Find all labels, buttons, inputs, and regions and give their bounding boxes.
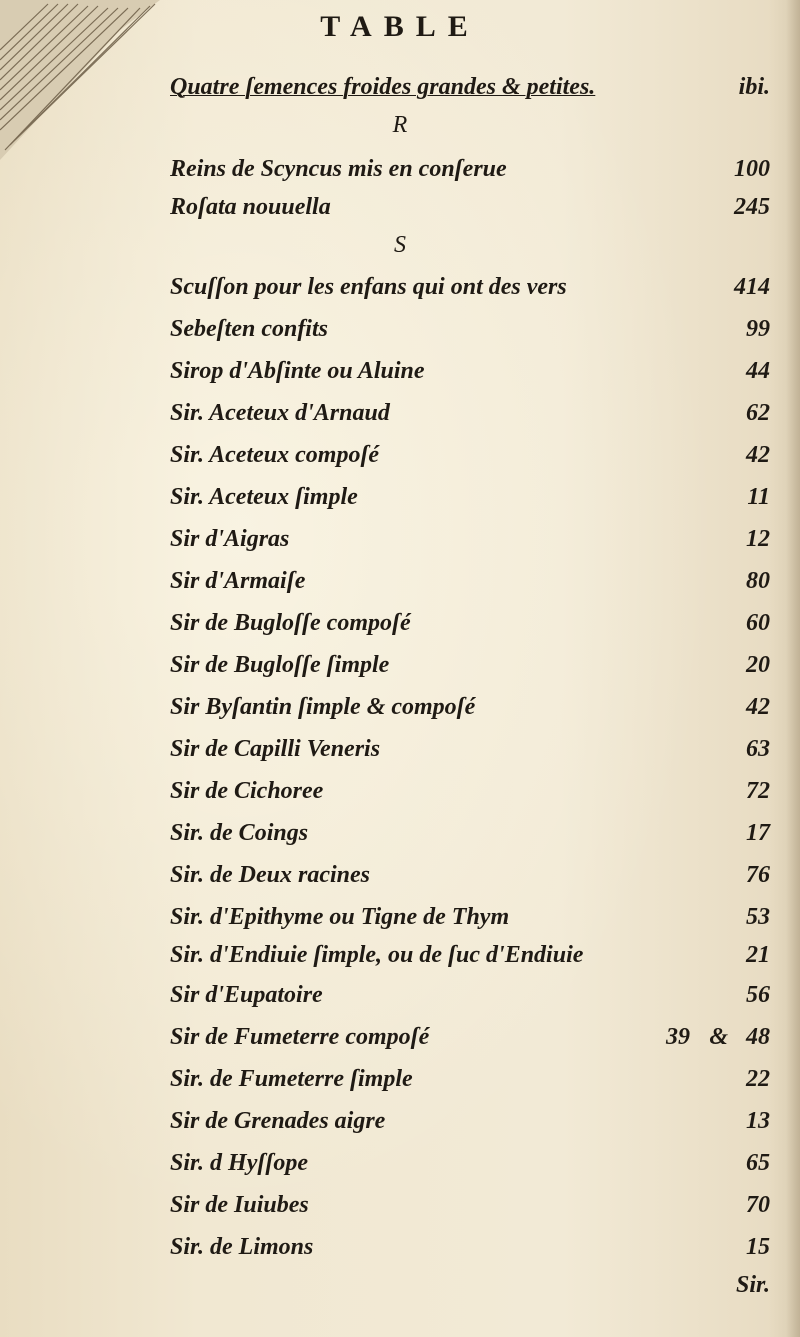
entry-page: 56 bbox=[746, 982, 770, 1008]
entry-text: Sir de Fumeterre compoſé bbox=[170, 1024, 430, 1050]
index-entry bbox=[0, 936, 800, 974]
section-letter-r: R bbox=[392, 112, 408, 138]
entry-text: Sir. de Limons bbox=[170, 1234, 314, 1260]
entry-page: 100 bbox=[734, 156, 770, 182]
entry-page: 62 bbox=[746, 400, 770, 426]
entry-text: Sir. d'Endiuie ſimple, ou de ſuc d'Endiuie bbox=[170, 942, 584, 968]
entry-text: Sir Byſantin ſimple & compoſé bbox=[170, 694, 476, 720]
index-entry bbox=[0, 1018, 800, 1056]
index-entry bbox=[0, 394, 800, 432]
entry-page: 53 bbox=[746, 904, 770, 930]
entry-page-conjunction: & bbox=[709, 1024, 728, 1050]
entry-text: Sir. d'Epithyme ou Tigne de Thym bbox=[170, 904, 510, 930]
entry-page: 70 bbox=[746, 1192, 770, 1218]
entry-text: Sir de Bugloſſe compoſé bbox=[170, 610, 411, 636]
entry-page: 44 bbox=[746, 358, 770, 384]
index-entry bbox=[0, 646, 800, 684]
entry-page: 11 bbox=[747, 484, 770, 510]
entry-page: 60 bbox=[746, 610, 770, 636]
index-entry bbox=[0, 976, 800, 1014]
entry-text: Sir de Iuiubes bbox=[170, 1192, 309, 1218]
index-entry bbox=[0, 188, 800, 226]
entry-page: ibi. bbox=[738, 74, 770, 100]
index-entry bbox=[0, 562, 800, 600]
index-entry bbox=[0, 310, 800, 348]
entry-page: 414 bbox=[734, 274, 770, 300]
index-entry bbox=[0, 436, 800, 474]
entry-text: Sir. de Fumeterre ſimple bbox=[170, 1066, 413, 1092]
index-entry bbox=[0, 1060, 800, 1098]
entry-text: Sir. Aceteux d'Arnaud bbox=[170, 400, 390, 426]
entry-text: Sir d'Armaiſe bbox=[170, 568, 306, 594]
entry-text: Sir. de Coings bbox=[170, 820, 309, 846]
entry-text: Sir d'Aigras bbox=[170, 526, 290, 552]
entry-text: Reins de Scyncus mis en conſerue bbox=[170, 156, 507, 182]
index-entry bbox=[0, 730, 800, 768]
entry-text: Sir de Capilli Veneris bbox=[170, 736, 381, 762]
index-entry bbox=[0, 898, 800, 936]
index-entry bbox=[0, 1102, 800, 1140]
entry-page-second: 48 bbox=[746, 1024, 770, 1050]
entry-page: 17 bbox=[746, 820, 770, 846]
index-entry bbox=[0, 520, 800, 558]
entry-page: 72 bbox=[746, 778, 770, 804]
entry-text: Sir. de Deux racines bbox=[170, 862, 371, 888]
index-entry bbox=[0, 478, 800, 516]
entry-text: Sir de Grenades aigre bbox=[170, 1108, 386, 1134]
entry-text: Sebeſten confits bbox=[170, 316, 328, 342]
index-entry bbox=[0, 688, 800, 726]
entry-page: 76 bbox=[746, 862, 770, 888]
index-entry bbox=[0, 1228, 800, 1266]
entry-page: 22 bbox=[746, 1066, 770, 1092]
entry-text: Roſata nouuella bbox=[170, 194, 331, 220]
entry-page: 15 bbox=[746, 1234, 770, 1260]
index-entry bbox=[0, 772, 800, 810]
running-head: TABLE bbox=[320, 10, 480, 43]
entry-text: Scuſſon pour les enfans qui ont des vers bbox=[170, 274, 567, 300]
index-entry bbox=[0, 604, 800, 642]
entry-text: Sirop d'Abſinte ou Aluine bbox=[170, 358, 425, 384]
entry-text: Sir. d Hyſſope bbox=[170, 1150, 308, 1176]
index-entry bbox=[0, 1144, 800, 1182]
entry-page: 99 bbox=[746, 316, 770, 342]
entry-page: 42 bbox=[746, 694, 770, 720]
entry-page: 13 bbox=[746, 1108, 770, 1134]
entry-page: 12 bbox=[746, 526, 770, 552]
index-entry bbox=[0, 68, 800, 106]
section-letter-s: S bbox=[394, 232, 406, 258]
index-entry bbox=[0, 856, 800, 894]
catchword: Sir. bbox=[735, 1272, 770, 1298]
entry-page: 21 bbox=[746, 942, 770, 968]
entry-text: Quatre ſemences froides grandes & petites. bbox=[170, 74, 596, 100]
entry-page: 42 bbox=[746, 442, 770, 468]
index-entry bbox=[0, 352, 800, 390]
entry-page: 65 bbox=[746, 1150, 770, 1176]
entry-text: Sir de Cichoree bbox=[170, 778, 324, 804]
entry-text: Sir d'Eupatoire bbox=[170, 982, 323, 1008]
index-entry bbox=[0, 268, 800, 306]
entry-page: 20 bbox=[746, 652, 770, 678]
index-entry bbox=[0, 1186, 800, 1224]
entry-page: 245 bbox=[734, 194, 770, 220]
index-entry bbox=[0, 150, 800, 188]
entry-page: 80 bbox=[746, 568, 770, 594]
entry-text: Sir. Aceteux ſimple bbox=[170, 484, 358, 510]
entry-page: 63 bbox=[746, 736, 770, 762]
index-entry bbox=[0, 814, 800, 852]
entry-page: 39 bbox=[666, 1024, 690, 1050]
entry-text: Sir de Bugloſſe ſimple bbox=[170, 652, 390, 678]
entry-text: Sir. Aceteux compoſé bbox=[170, 442, 380, 468]
